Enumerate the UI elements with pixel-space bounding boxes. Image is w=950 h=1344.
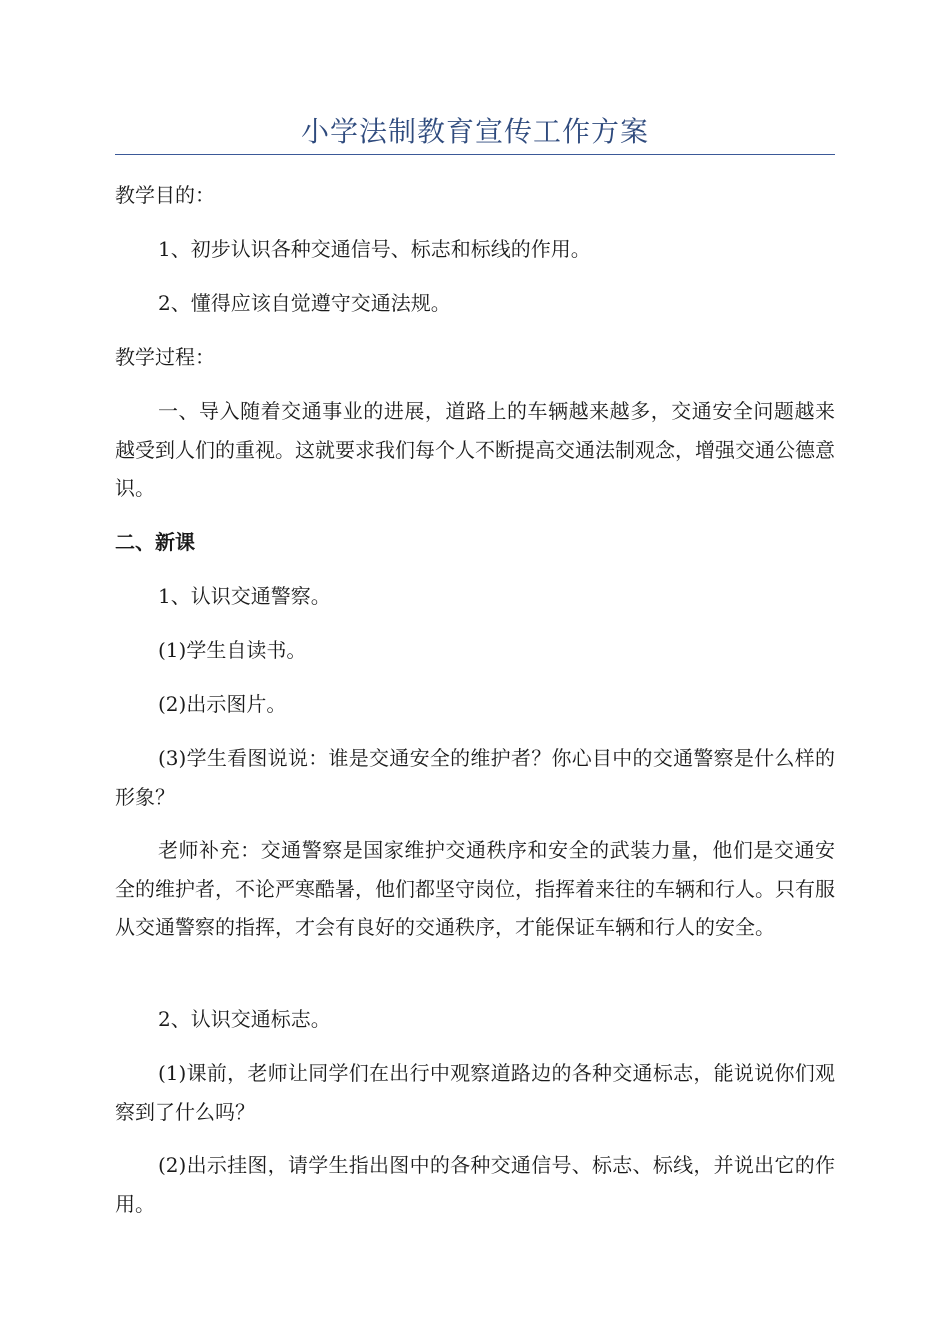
objective-item-2: 2、懂得应该自觉遵守交通法规。 xyxy=(158,291,451,315)
lesson-item-2: 2、认识交通标志。 xyxy=(158,1007,331,1031)
document-title: 小学法制教育宣传工作方案 xyxy=(300,115,649,148)
section-heading-process: 教学过程： xyxy=(115,345,215,369)
intro-paragraph: 一、导入随着交通事业的进展，道路上的车辆越来越多，交通安全问题越来越受到人们的重视。这就要求我们每个人不断提高交通法制观念，增强交通公德意识。 xyxy=(115,399,835,500)
section-heading-objectives: 教学目的： xyxy=(115,183,215,207)
teacher-supplement-paragraph: 老师补充：交通警察是国家维护交通秩序和安全的武装力量，他们是交通安全的维护者，不论严寒酷暑，他们都坚守岗位，指挥着来往的车辆和行人。只有服从交通警察的指挥，才会有良好的交通秩序，才能保证车辆和行人的安全。 xyxy=(115,838,835,939)
lesson-subitem-2: (2)出示图片。 xyxy=(158,692,287,716)
sign-subitem-2: (2)出示挂图，请学生指出图中的各种交通信号、标志、标线，并说出它的作用。 xyxy=(115,1153,835,1216)
sign-subitem-1: (1)课前，老师让同学们在出行中观察道路边的各种交通标志，能说说你们观察到了什么吗？ xyxy=(115,1061,835,1124)
lesson-subitem-3: (3)学生看图说说：谁是交通安全的维护者？你心目中的交通警察是什么样的形象？ xyxy=(115,746,835,809)
objective-item-1: 1、初步认识各种交通信号、标志和标线的作用。 xyxy=(158,237,591,261)
lesson-subitem-1: (1)学生自读书。 xyxy=(158,638,307,662)
section-heading-new-lesson: 二、新课 xyxy=(115,530,195,554)
lesson-item-1: 1、认识交通警察。 xyxy=(158,584,331,608)
title-underline xyxy=(115,154,835,155)
